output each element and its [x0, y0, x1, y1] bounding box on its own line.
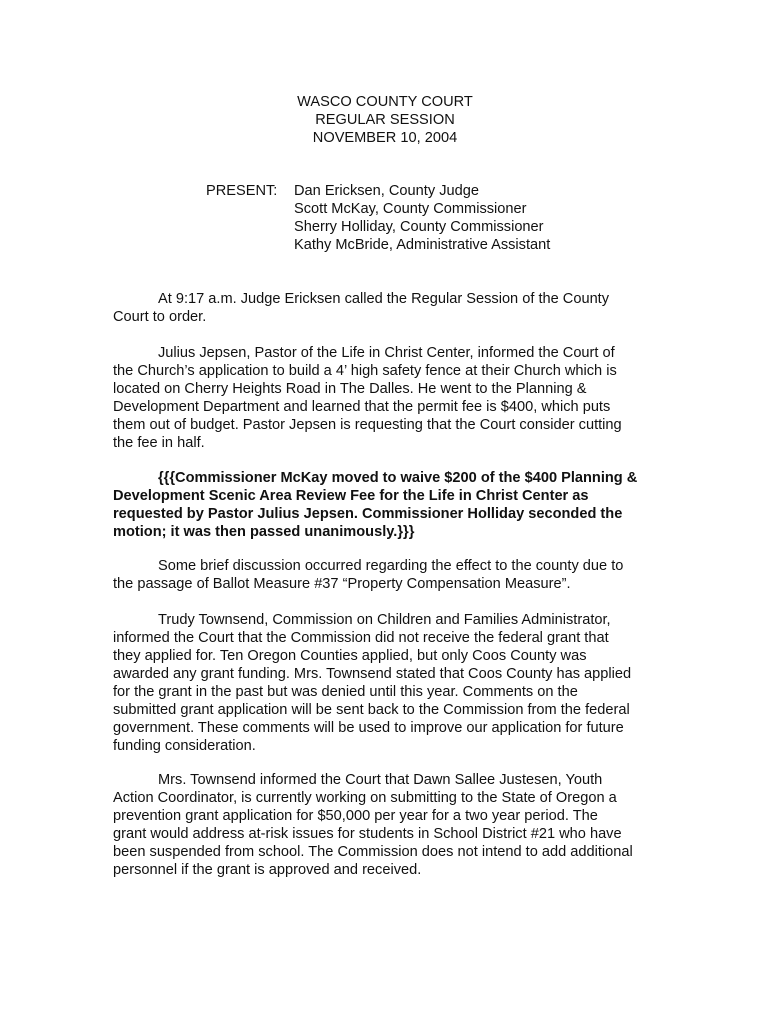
- text-line: prevention grant application for $50,000 per year for a two year period. The: [113, 808, 598, 824]
- paragraph-ballot-measure: [113, 557, 673, 593]
- text-line: they applied for. Ten Oregon Counties applied, but only Coos County was: [113, 648, 587, 664]
- text-line: located on Cherry Heights Road in The Dalles. He went to the Planning &: [113, 381, 587, 397]
- attendee: Kathy McBride, Administrative Assistant: [294, 237, 551, 253]
- paragraph-federal-grant: [113, 611, 673, 755]
- attendee: Sherry Holliday, County Commissioner: [294, 219, 544, 235]
- court-name: WASCO COUNTY COURT: [297, 94, 473, 110]
- text-line: funding consideration.: [113, 738, 256, 754]
- attendee: Dan Ericksen, County Judge: [294, 183, 479, 199]
- text-line: Trudy Townsend, Commission on Children and Families Administrator,: [158, 612, 611, 628]
- text-line: At 9:17 a.m. Judge Ericksen called the Regular Session of the County: [158, 291, 610, 307]
- text-line: Mrs. Townsend informed the Court that Dawn Sallee Justesen, Youth: [158, 772, 603, 788]
- text-line: government. These comments will be used to improve our application for future: [113, 720, 624, 736]
- session-date: NOVEMBER 10, 2004: [312, 130, 458, 146]
- paragraph-fence-request: [113, 344, 673, 452]
- attendee-list: [294, 182, 550, 254]
- text-line: requested by Pastor Julius Jepsen. Commissioner Holliday seconded the: [113, 506, 623, 522]
- paragraph-call-to-order: [113, 290, 673, 326]
- text-line: the passage of Ballot Measure #37 “Property Compensation Measure”.: [113, 576, 571, 592]
- text-line: been suspended from school. The Commission does not intend to add additional: [113, 844, 633, 860]
- text-line: the Church’s application to build a 4’ high safety fence at their Church which is: [113, 363, 617, 379]
- present-label: PRESENT:: [206, 183, 278, 199]
- text-line: awarded any grant funding. Mrs. Townsend stated that Coos County has applied: [113, 666, 632, 682]
- text-line: the fee in half.: [113, 435, 205, 451]
- text-line: submitted grant application will be sent back to the Commission from the federal: [113, 702, 630, 718]
- document-header: [0, 93, 770, 147]
- text-line: Development Scenic Area Review Fee for the Life in Christ Center as: [113, 488, 589, 504]
- text-line: Development Department and learned that the permit fee is $400, which puts: [113, 399, 611, 415]
- text-line: Action Coordinator, is currently working on submitting to the State of Oregon a: [113, 790, 617, 806]
- text-line: personnel if the grant is approved and received.: [113, 862, 422, 878]
- text-line: Julius Jepsen, Pastor of the Life in Christ Center, informed the Court of: [158, 345, 615, 361]
- paragraph-motion: [113, 469, 673, 541]
- text-line: Court to order.: [113, 309, 207, 325]
- text-line: for the grant in the past but was denied until this year. Comments on the: [113, 684, 578, 700]
- text-line: informed the Court that the Commission did not receive the federal grant that: [113, 630, 609, 646]
- text-line: them out of budget. Pastor Jepsen is requesting that the Court consider cutting: [113, 417, 622, 433]
- text-line: grant would address at-risk issues for students in School District #21 who have: [113, 826, 622, 842]
- session-type: REGULAR SESSION: [315, 112, 455, 128]
- text-line: motion; it was then passed unanimously.}}}: [113, 524, 415, 540]
- text-line: Some brief discussion occurred regarding the effect to the county due to: [158, 558, 624, 574]
- attendee: Scott McKay, County Commissioner: [294, 201, 527, 217]
- text-line: {{{Commissioner McKay moved to waive $200 of the $400 Planning &: [158, 470, 638, 486]
- paragraph-prevention-grant: [113, 771, 673, 879]
